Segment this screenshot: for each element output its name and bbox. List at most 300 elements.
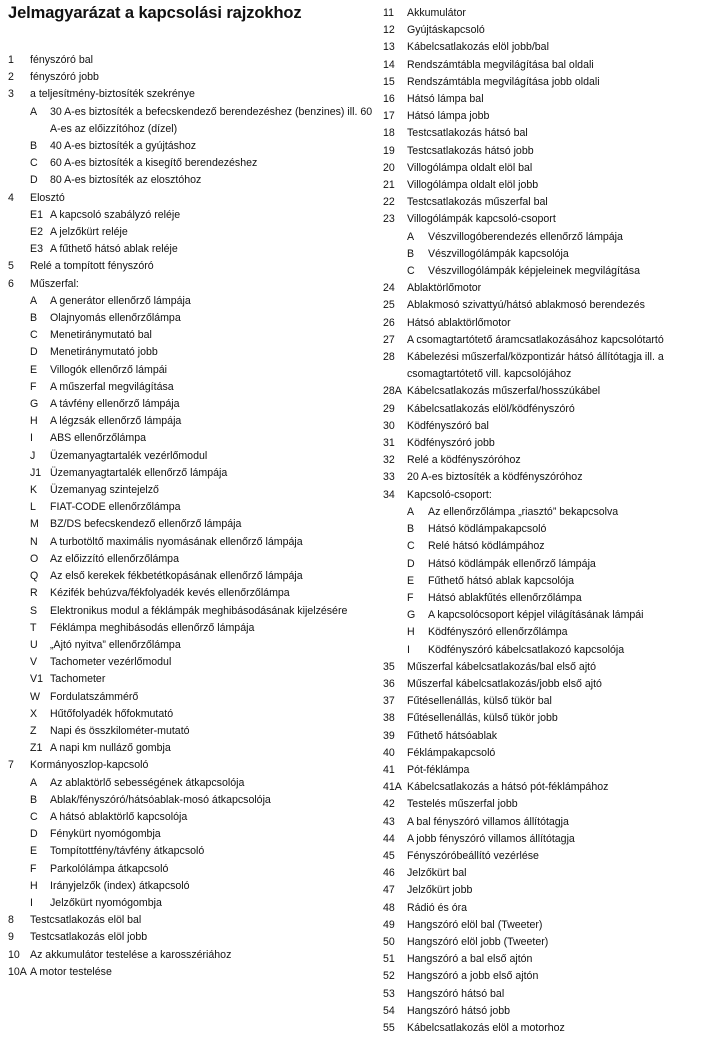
item-number: D <box>407 557 415 570</box>
item-number: 18 <box>383 127 395 140</box>
legend-item <box>383 160 709 177</box>
legend-subitem <box>383 590 709 607</box>
legend-item <box>383 917 709 934</box>
item-text: Hangszóró hátsó jobb <box>407 1004 511 1017</box>
item-number: C <box>407 265 415 278</box>
item-number: E3 <box>30 243 43 256</box>
item-number: 20 <box>383 161 395 174</box>
item-number: 28 <box>383 351 395 364</box>
legend-item <box>383 968 709 985</box>
item-text: Műszerfal: <box>30 277 79 290</box>
item-number: 15 <box>383 75 395 88</box>
legend-subitem <box>8 138 374 155</box>
legend-subitem <box>8 792 374 809</box>
item-text: Testcsatlakozás elöl bal <box>30 914 142 927</box>
legend-item <box>383 814 709 831</box>
item-text: Villogólámpák kapcsoló-csoport <box>407 213 556 226</box>
legend-item <box>383 57 709 74</box>
item-number: B <box>30 312 38 325</box>
legend-item <box>8 276 374 293</box>
item-number: A <box>30 776 38 789</box>
item-text: Kábelcsatlakozás elöl jobb/bal <box>407 41 549 54</box>
legend-item <box>383 762 709 779</box>
legend-subitem <box>383 521 709 538</box>
item-number: 54 <box>383 1004 395 1017</box>
item-number: 1 <box>8 54 14 66</box>
legend-subitem <box>8 327 374 344</box>
legend-item <box>383 22 709 39</box>
item-number: 2 <box>8 71 14 84</box>
legend-item <box>383 865 709 882</box>
item-text: Féklámpakapcsoló <box>407 746 496 759</box>
item-number: Q <box>30 570 39 583</box>
item-number: 17 <box>383 110 395 123</box>
item-text: Hátsó ködlámpák ellenőrző lámpája <box>428 557 596 570</box>
item-text: Kézifék behúzva/fékfolyadék kevés ellenőrzőlámpa <box>50 587 290 600</box>
legend-item <box>8 69 374 86</box>
item-text: Ablak/fényszóró/hátsóablak-mosó átkapcsolója <box>50 793 271 806</box>
item-number: 34 <box>383 488 395 501</box>
legend-subitem <box>8 104 374 138</box>
item-number: B <box>30 793 38 806</box>
item-text: A jobb fényszóró villamos állítótagja <box>407 832 575 845</box>
legend-item <box>8 190 374 207</box>
item-text: Az első kerekek fékbetétkopásának ellenőrző lámpája <box>50 570 303 583</box>
item-text: Kábelcsatlakozás műszerfal/hosszúkábel <box>407 385 601 398</box>
item-number: 30 <box>383 419 395 432</box>
item-text: Akkumulátor <box>407 7 466 19</box>
item-text: Ablakmosó szivattyú/hátsó ablakmosó berendezés <box>407 299 645 312</box>
legend-subitem <box>8 448 374 465</box>
item-text: fényszóró jobb <box>30 71 99 84</box>
item-text: Hátsó ablakfűtés ellenőrzőlámpa <box>428 591 582 604</box>
item-text: A légzsák ellenőrző lámpája <box>50 415 182 428</box>
item-number: 41A <box>383 781 402 794</box>
item-text: Vészvillogólámpák képjeleinek megvilágítása <box>428 265 640 278</box>
item-text: Jelzőkürt nyomógombja <box>50 896 162 909</box>
item-number: 29 <box>383 402 395 415</box>
item-text: Tachometer <box>50 673 106 686</box>
item-number: 35 <box>383 660 395 673</box>
item-number: 11 <box>383 7 394 19</box>
legend-item <box>8 258 374 275</box>
legend-subitem <box>8 775 374 792</box>
item-number: O <box>30 552 39 565</box>
item-number: 51 <box>383 953 395 966</box>
item-text: „Ajtó nyitva” ellenőrzőlámpa <box>50 638 181 651</box>
item-text: Hangszóró elöl jobb (Tweeter) <box>407 935 549 948</box>
legend-subitem <box>383 246 709 263</box>
legend-subitem <box>8 809 374 826</box>
item-number: 46 <box>383 867 395 880</box>
item-text: A bal fényszóró villamos állítótagja <box>407 815 569 828</box>
legend-item <box>383 659 709 676</box>
legend-subitem <box>8 362 374 379</box>
item-text: Kábelcsatlakozás elöl a motorhoz <box>407 1021 565 1034</box>
item-number: A <box>30 294 38 307</box>
legend-subitem <box>8 465 374 482</box>
item-number: 12 <box>383 24 395 37</box>
item-number: G <box>30 398 39 411</box>
legend-item <box>8 52 374 69</box>
legend-item <box>383 383 709 400</box>
legend-item <box>383 779 709 796</box>
item-number: T <box>30 621 37 634</box>
item-number: D <box>30 346 38 359</box>
item-text: A motor testelése <box>30 965 112 978</box>
item-number: F <box>30 380 37 393</box>
legend-item <box>383 986 709 1003</box>
legend-item <box>383 349 709 383</box>
item-text: Műszerfal kábelcsatlakozás/jobb első ajtó <box>407 677 602 690</box>
legend-subitem <box>8 155 374 172</box>
item-text: Az akkumulátor testelése a karosszériához <box>30 948 232 961</box>
legend-subitem <box>8 172 374 189</box>
item-number: H <box>30 879 38 892</box>
item-text: A turbotöltő maximális nyomásának ellenőrző lámpája <box>50 535 303 548</box>
item-text: Üzemanyagtartalék ellenőrző lámpája <box>50 466 228 479</box>
legend-item <box>8 947 374 964</box>
item-text: Rendszámtábla megvilágítása jobb oldali <box>407 75 600 88</box>
legend-subitem <box>8 551 374 568</box>
legend-subitem <box>383 538 709 555</box>
item-text: A távfény ellenőrző lámpája <box>50 398 180 411</box>
legend-subitem <box>8 637 374 654</box>
item-number: 9 <box>8 931 14 944</box>
item-number: 49 <box>383 918 395 931</box>
item-number: M <box>30 518 39 531</box>
item-number: 5 <box>8 260 14 273</box>
item-text: Jelzőkürt bal <box>407 867 467 880</box>
item-text: Relé a ködfényszóróhoz <box>407 454 521 467</box>
legend-subitem <box>8 482 374 499</box>
item-number: H <box>407 626 415 639</box>
item-number: 43 <box>383 815 395 828</box>
item-number: 39 <box>383 729 395 742</box>
item-number: K <box>30 484 38 497</box>
item-text: 20 A-es biztosíték a ködfényszóróhoz <box>407 471 583 484</box>
legend-item <box>383 1003 709 1020</box>
item-number: D <box>30 174 38 187</box>
item-number: 22 <box>383 196 395 209</box>
item-number: A <box>407 230 415 243</box>
legend-subitem <box>8 413 374 430</box>
item-number: H <box>30 415 38 428</box>
legend-subitem <box>383 573 709 590</box>
legend-subitem <box>383 229 709 246</box>
legend-subitem <box>8 241 374 258</box>
item-number: J <box>30 449 36 462</box>
legend-item <box>383 39 709 56</box>
item-text: Hátsó ablaktörlőmotor <box>407 316 511 329</box>
legend-subitem <box>8 534 374 551</box>
item-text: A csomagtartótető áramcsatlakozásához kapcsolótartó <box>407 333 664 346</box>
legend-subitem <box>8 603 374 620</box>
item-number: 55 <box>383 1021 395 1034</box>
item-number: B <box>30 140 38 153</box>
legend-item <box>383 177 709 194</box>
item-number: 8 <box>8 914 14 927</box>
legend-subitem <box>8 344 374 361</box>
item-text: A napi km nulláző gombja <box>50 742 171 755</box>
item-number: L <box>30 501 36 514</box>
legend-subitem <box>8 516 374 533</box>
item-text: Hátsó lámpa bal <box>407 93 484 106</box>
item-number: 42 <box>383 798 395 811</box>
legend-subitem <box>8 430 374 447</box>
item-number: 21 <box>383 179 395 192</box>
item-number: 26 <box>383 316 395 329</box>
legend-item <box>383 108 709 125</box>
item-text: Az ablaktörlő sebességének átkapcsolója <box>50 776 245 789</box>
item-text: Menetiránymutató jobb <box>50 346 158 359</box>
legend-subitem <box>383 624 709 641</box>
legend-item <box>383 693 709 710</box>
item-number: 19 <box>383 144 395 157</box>
item-number: 10A <box>8 965 27 978</box>
item-number: F <box>30 862 37 875</box>
legend-item <box>383 848 709 865</box>
legend-item <box>383 900 709 917</box>
legend-subitem <box>383 556 709 573</box>
legend-item <box>8 86 374 103</box>
legend-item <box>383 401 709 418</box>
item-text: Relé a tompított fényszóró <box>30 260 154 273</box>
legend-subitem <box>8 568 374 585</box>
legend-item <box>383 435 709 452</box>
legend-item <box>383 934 709 951</box>
item-text: 40 A-es biztosíték a gyújtáshoz <box>50 140 197 153</box>
item-number: 25 <box>383 299 395 312</box>
legend-subitem <box>8 740 374 757</box>
item-number: 48 <box>383 901 395 914</box>
item-number: 27 <box>383 333 395 346</box>
item-text: Hátsó lámpa jobb <box>407 110 490 123</box>
legend-subitem <box>8 861 374 878</box>
legend-item <box>383 297 709 314</box>
item-number: 40 <box>383 746 395 759</box>
item-text: Kormányoszlop-kapcsoló <box>30 759 149 772</box>
item-text: Testcsatlakozás műszerfal bal <box>407 196 548 209</box>
legend-subitem <box>8 826 374 843</box>
item-number: 31 <box>383 437 395 450</box>
item-number: 3 <box>8 88 14 101</box>
legend-subitem <box>8 293 374 310</box>
item-number: W <box>30 690 40 703</box>
item-text: A kapcsoló szabályzó reléje <box>50 208 181 221</box>
item-number: 4 <box>8 191 14 204</box>
item-text: Tompítottfény/távfény átkapcsoló <box>50 845 205 858</box>
legend-item <box>383 469 709 486</box>
item-number: V <box>30 656 38 669</box>
legend-subitem <box>383 263 709 280</box>
item-number: 37 <box>383 695 395 708</box>
legend-subitem <box>383 607 709 624</box>
item-text: fényszóró bal <box>30 54 94 66</box>
item-text: Műszerfal kábelcsatlakozás/bal első ajtó <box>407 660 597 673</box>
legend-item <box>383 487 709 504</box>
item-text: Fűthető hátsóablak <box>407 729 498 742</box>
item-number: C <box>30 329 38 342</box>
legend-item <box>383 315 709 332</box>
item-number: E1 <box>30 208 43 221</box>
item-text: Olajnyomás ellenőrzőlámpa <box>50 312 181 325</box>
item-text: Kábelezési műszerfal/központizár hátsó állítótagja ill. a csomagtartótető vill. kapcsolójához <box>407 351 664 381</box>
legend-subitem <box>8 723 374 740</box>
item-text: Rendszámtábla megvilágítása bal oldali <box>407 58 594 71</box>
legend-item <box>8 964 374 981</box>
legend-item <box>383 5 709 22</box>
item-text: Kapcsoló-csoport: <box>407 488 492 501</box>
item-text: Pót-féklámpa <box>407 763 470 776</box>
item-number: 28A <box>383 385 402 398</box>
item-number: 10 <box>8 948 20 961</box>
item-text: Parkolólámpa átkapcsoló <box>50 862 169 875</box>
legend-subitem <box>8 499 374 516</box>
legend-item <box>8 929 374 946</box>
legend-subitem <box>8 843 374 860</box>
item-number: U <box>30 638 38 651</box>
legend-subitem <box>383 504 709 521</box>
item-text: Villogók ellenőrző lámpái <box>50 363 167 376</box>
item-number: I <box>407 643 410 656</box>
item-number: 36 <box>383 677 395 690</box>
legend-subitem <box>8 620 374 637</box>
item-number: B <box>407 523 415 536</box>
legend-item <box>383 125 709 142</box>
item-number: C <box>30 157 38 170</box>
legend-item <box>383 951 709 968</box>
item-text: Üzemanyagtartalék vezérlőmodul <box>50 449 208 462</box>
item-text: A fűthető hátsó ablak reléje <box>50 243 178 256</box>
item-text: Fűthető hátsó ablak kapcsolója <box>428 574 575 587</box>
legend-list-right <box>383 5 709 1037</box>
item-text: Testcsatlakozás elöl jobb <box>30 931 148 944</box>
item-number: Z1 <box>30 742 43 755</box>
legend-subitem <box>8 895 374 912</box>
item-text: Hátsó ködlámpakapcsoló <box>428 523 547 536</box>
item-number: J1 <box>30 466 42 479</box>
item-text: Fénykürt nyomógombja <box>50 828 161 841</box>
item-text: Az előizzító ellenőrzőlámpa <box>50 552 179 565</box>
item-text: ABS ellenőrzőlámpa <box>50 432 146 445</box>
item-number: 47 <box>383 884 395 897</box>
item-text: Üzemanyag szintejelző <box>50 484 159 497</box>
item-text: Testcsatlakozás hátsó bal <box>407 127 528 140</box>
item-text: Fordulatszámmérő <box>50 690 139 703</box>
legend-item <box>383 418 709 435</box>
item-text: A generátor ellenőrző lámpája <box>50 294 191 307</box>
item-number: 53 <box>383 987 395 1000</box>
item-number: 6 <box>8 277 14 290</box>
item-text: Hangszóró hátsó bal <box>407 987 505 1000</box>
legend-subitem <box>8 671 374 688</box>
legend-item <box>383 796 709 813</box>
item-text: A kapcsolócsoport képjel világításának lámpái <box>428 609 644 622</box>
item-text: 30 A-es biztosíték a befecskendező berendezéshez (benzines) ill. 60 A-es az előizzítóhoz (dízel) <box>50 105 373 135</box>
legend-item <box>383 332 709 349</box>
item-number: Z <box>30 724 37 737</box>
item-text: Hangszóró a bal első ajtón <box>407 953 533 966</box>
item-number: 32 <box>383 454 395 467</box>
legend-item <box>383 280 709 297</box>
item-text: 60 A-es biztosíték a kisegítő berendezéshez <box>50 157 258 170</box>
legend-subitem <box>8 224 374 241</box>
item-text: Vészvillogólámpák kapcsolója <box>428 247 569 260</box>
item-number: F <box>407 591 414 604</box>
legend-item <box>383 745 709 762</box>
item-number: I <box>30 896 33 909</box>
legend-subitem <box>8 689 374 706</box>
legend-item <box>8 912 374 929</box>
item-text: A hátsó ablaktörlő kapcsolója <box>50 810 188 823</box>
item-text: Ablaktörlőmotor <box>407 282 482 295</box>
item-number: 24 <box>383 282 395 295</box>
legend-subitem <box>8 654 374 671</box>
item-text: Fűtésellenállás, külső tükör bal <box>407 695 552 708</box>
item-number: A <box>407 505 415 518</box>
legend-item <box>383 710 709 727</box>
item-number: C <box>407 540 415 553</box>
legend-item <box>383 194 709 211</box>
legend-item <box>383 91 709 108</box>
item-number: R <box>30 587 38 600</box>
legend-item <box>383 676 709 693</box>
legend-subitem <box>8 310 374 327</box>
item-text: Irányjelzők (index) átkapcsoló <box>50 879 190 892</box>
item-text: Kábelcsatlakozás a hátsó pót-féklámpához <box>407 781 609 794</box>
item-number: B <box>407 247 415 260</box>
item-text: a teljesítmény-biztosíték szekrénye <box>30 88 195 101</box>
item-number: 52 <box>383 970 395 983</box>
item-number: 44 <box>383 832 395 845</box>
item-number: 16 <box>383 93 395 106</box>
legend-item <box>383 143 709 160</box>
legend-subitem <box>8 585 374 602</box>
item-text: Az ellenőrzőlámpa „riasztó” bekapcsolva <box>428 505 619 518</box>
item-text: Féklámpa meghibásodás ellenőrző lámpája <box>50 621 255 634</box>
page-title: Jelmagyarázat a kapcsolási rajzokhoz <box>8 4 302 22</box>
item-number: G <box>407 609 416 622</box>
item-number: 50 <box>383 935 395 948</box>
item-text: Fényszóróbeállító vezérlése <box>407 849 539 862</box>
legend-subitem <box>8 396 374 413</box>
legend-item <box>383 831 709 848</box>
item-number: E2 <box>30 226 43 239</box>
item-text: FIAT-CODE ellenőrzőlámpa <box>50 501 181 514</box>
item-number: E <box>407 574 415 587</box>
item-text: Ködfényszóró jobb <box>407 437 495 450</box>
item-text: Villogólámpa oldalt elöl bal <box>407 161 533 174</box>
item-number: S <box>30 604 38 617</box>
item-number: C <box>30 810 38 823</box>
item-text: 80 A-es biztosíték az elosztóhoz <box>50 174 202 187</box>
item-number: 38 <box>383 712 395 725</box>
legend-item <box>383 728 709 745</box>
item-text: Fűtésellenállás, külső tükör jobb <box>407 712 558 725</box>
legend-item <box>8 757 374 774</box>
legend-subitem <box>383 642 709 659</box>
item-text: Gyújtáskapcsoló <box>407 24 485 37</box>
item-number: X <box>30 707 38 720</box>
item-text: A műszerfal megvilágítása <box>50 380 174 393</box>
legend-subitem <box>8 706 374 723</box>
item-text: Relé hátsó ködlámpához <box>428 540 545 553</box>
item-text: Hangszóró a jobb első ajtón <box>407 970 539 983</box>
item-text: Napi és összkilométer-mutató <box>50 724 190 737</box>
item-number: I <box>30 432 33 445</box>
item-text: Ködfényszóró ellenőrzőlámpa <box>428 626 568 639</box>
